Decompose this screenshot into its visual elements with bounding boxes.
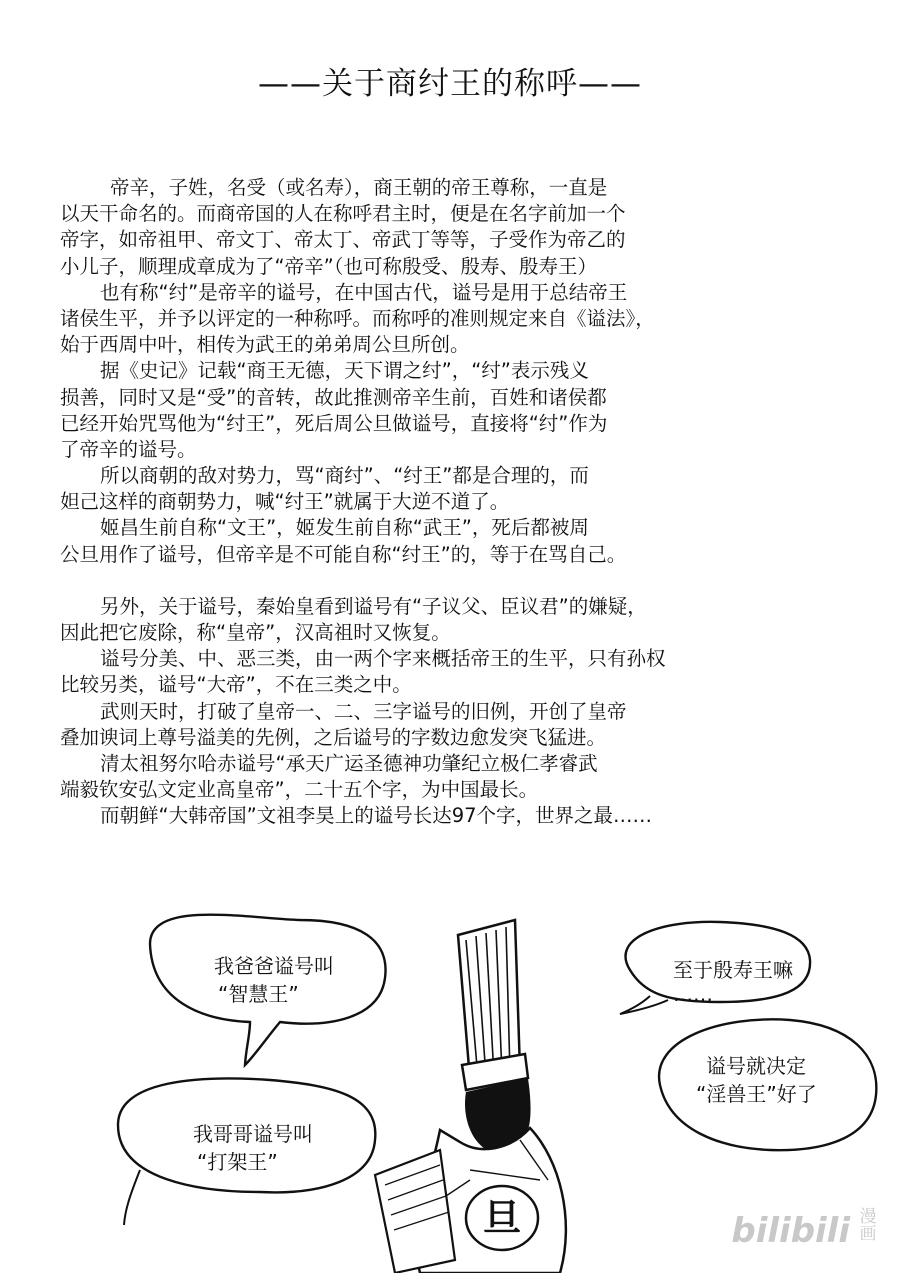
text-line: 清太祖努尔哈赤谥号“承天广运圣德神功肇纪立极仁孝睿武: [100, 751, 598, 775]
bubble-4-text: [696, 1052, 817, 1108]
text-line: 帝辛，子姓，名受（或名寿），商王朝的帝王尊称，一直是: [110, 176, 608, 199]
bubble-line: 我哥哥谥号叫: [193, 1122, 313, 1146]
text-line: 以天干命名的。而商帝国的人在称呼君主时，便是在名字前加一个: [60, 202, 626, 226]
bubble-line: “智慧王”: [218, 982, 299, 1006]
article-body: [60, 175, 740, 830]
bubble-3-text: [673, 956, 793, 1004]
bubble-line: 至于殷寿王嘛: [673, 958, 793, 982]
text-line: 谥号分美、中、恶三类，由一两个字来概括帝王的生平，只有孙权: [100, 647, 666, 671]
text-line: 妲己这样的商朝势力，喊“纣王”就属于大逆不道了。: [60, 490, 510, 514]
bubble-line: “淫兽王”好了: [696, 1082, 817, 1106]
text-line: 已经开始咒骂他为“纣王”，死后周公旦做谥号，直接将“纣”作为: [60, 411, 608, 435]
bubble-2-text: [193, 1120, 313, 1176]
text-line: 据《史记》记载“商王无德，天下谓之纣”，“纣”表示残义: [100, 359, 589, 383]
text-line: 损善，同时又是“受”的音转，故此推测帝辛生前，百姓和诸侯都: [60, 385, 607, 409]
bubble-line: “打架王”: [197, 1150, 278, 1174]
character-badge: 旦: [482, 1196, 522, 1240]
text-line: 叠加谀词上尊号溢美的先例，之后谥号的字数边愈发突飞猛进。: [60, 725, 607, 749]
text-line: 另外，关于谥号，秦始皇看到谥号有“子议父、臣议君”的嫌疑，: [100, 594, 647, 618]
text-line: 始于西周中叶，相传为武王的弟弟周公旦所创。: [60, 333, 470, 357]
text-line: 所以商朝的敌对势力，骂“商纣”、“纣王”都是合理的，而: [100, 464, 589, 488]
bubble-line: ……: [673, 982, 713, 1006]
bubble-line: 谥号就决定: [706, 1054, 806, 1078]
character-figure: [375, 920, 566, 1273]
page-title: ——关于商纣王的称呼——: [258, 66, 642, 102]
bubble-line: 我爸爸谥号叫: [214, 954, 334, 978]
text-line: 帝字，如帝祖甲、帝文丁、帝太丁、帝武丁等等，子受作为帝乙的: [60, 228, 626, 252]
text-line: 而朝鲜“大韩帝国”文祖李昊上的谥号长达97个字，世界之最……: [100, 804, 653, 828]
bilibili-logo: bilibili: [731, 1211, 850, 1251]
manhua-label: 漫画: [859, 1207, 877, 1244]
text-line: 比较另类，谥号“大帝”，不在三类之中。: [60, 673, 412, 697]
text-line: 小儿子，顺理成章成为了“帝辛”（也可称殷受、殷寿、殷寿王）: [60, 254, 597, 278]
text-line: 公旦用作了谥号，但帝辛是不可能自称“纣王”的，等于在骂自己。: [60, 542, 627, 566]
text-line: 诸侯生平，并予以评定的一种称呼。而称呼的准则规定来自《谥法》，: [60, 306, 655, 330]
text-line: 姬昌生前自称“文王”，姬发生前自称“武王”，死后都被周: [100, 516, 589, 540]
text-line: 了帝辛的谥号。: [60, 437, 197, 461]
text-line: 端毅钦安弘文定业高皇帝”，二十五个字，为中国最长。: [60, 778, 539, 802]
text-line: 武则天时，打破了皇帝一、二、三字谥号的旧例，开创了皇帝: [100, 699, 627, 723]
bubble-1-text: [214, 952, 334, 1008]
text-line: 因此把它废除，称“皇帝”，汉高祖时又恢复。: [60, 621, 451, 644]
text-line: 也有称“纣”是帝辛的谥号，在中国古代，谥号是用于总结帝王: [100, 280, 628, 304]
